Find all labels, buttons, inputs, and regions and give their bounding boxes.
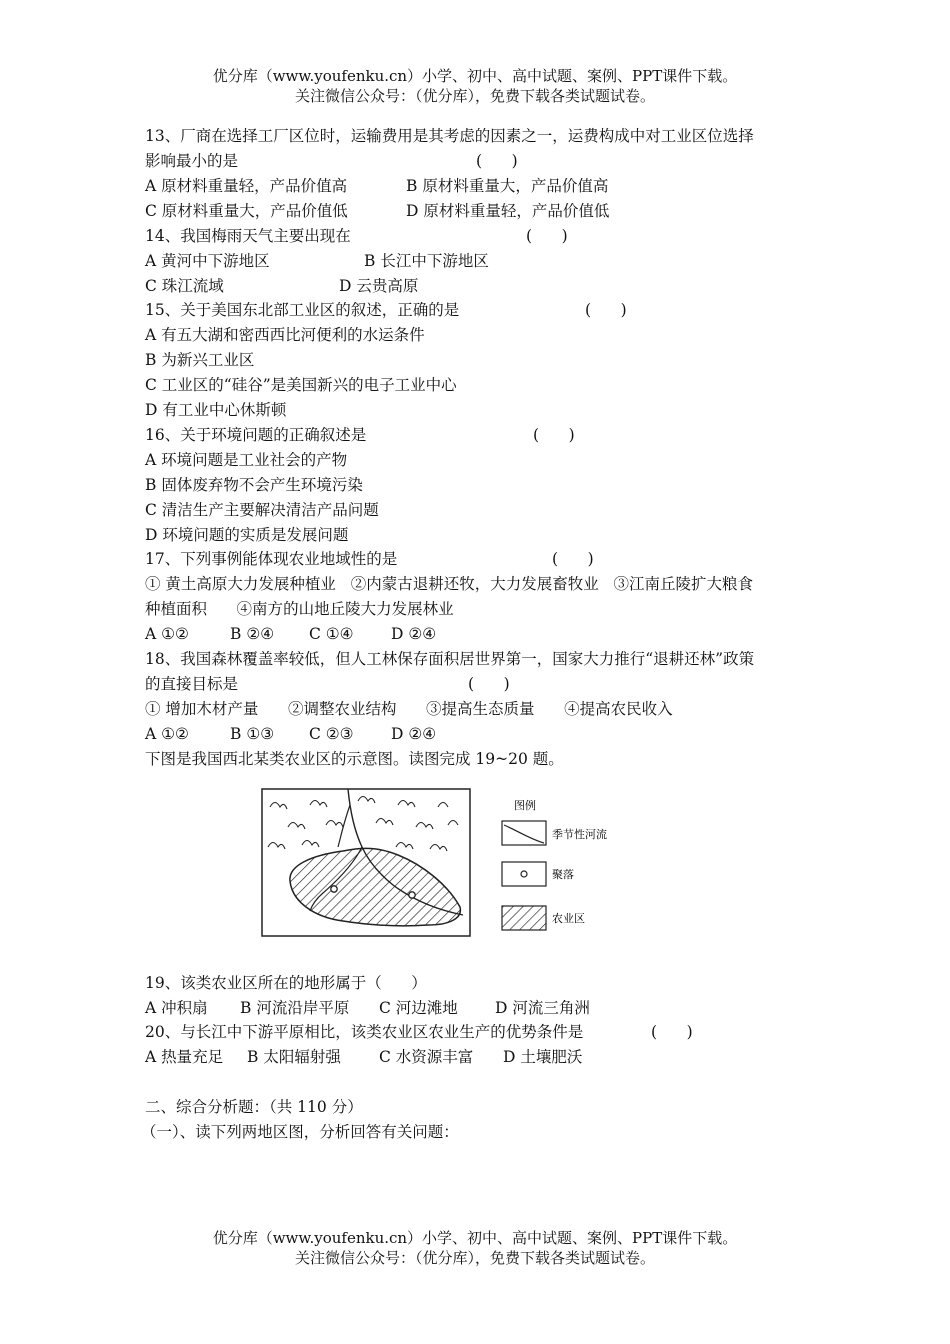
q18-stem-1: 18、我国森林覆盖率较低，但人工林保存面积居世界第一，国家大力推行“退耕还林”政策 (145, 650, 755, 668)
q14-answer-paren[interactable]: ( ) (526, 227, 568, 245)
figure-intro: 下图是我国西北某类农业区的示意图。读图完成 19~20 题。 (145, 750, 564, 768)
q17-option-d: D ②④ (391, 625, 437, 643)
q17-answer-paren[interactable]: ( ) (552, 550, 594, 568)
section2-subtitle: （一）、读下列两地区图，分析回答有关问题： (141, 1123, 459, 1141)
header-line-1: 优分库（www.youfenku.cn）小学、初中、高中试题、案例、PPT课件下载。 (212, 67, 738, 85)
mountain-symbols (268, 797, 458, 852)
q16-answer-paren[interactable]: ( ) (533, 426, 575, 444)
q13-stem-1: 13、厂商在选择工厂区位时，运输费用是其考虑的因素之一，运费构成中对工业区位选择 (145, 127, 754, 145)
settlement-1 (331, 886, 337, 892)
q15-option-c: C 工业区的“硅谷”是美国新兴的电子工业中心 (145, 376, 457, 394)
q15-option-a: A 有五大湖和密西西比河便利的水运条件 (145, 326, 425, 344)
q17-items-1: ① 黄土高原大力发展种植业 ②内蒙古退耕还牧，大力发展畜牧业 ③江南丘陵扩大粮食 (145, 575, 753, 593)
legend-settlement-label: 聚落 (552, 868, 574, 881)
legend-river-label: 季节性河流 (552, 828, 607, 841)
q15-answer-paren[interactable]: ( ) (585, 301, 627, 319)
q13-answer-paren[interactable]: ( ) (476, 152, 518, 170)
legend-farm-swatch (502, 906, 546, 930)
q16-option-c: C 清洁生产主要解决清洁产品问题 (145, 501, 379, 519)
q20-stem: 20、与长江中下游平原相比，该类农业区农业生产的优势条件是 (145, 1023, 584, 1041)
q18-answer-paren[interactable]: ( ) (468, 675, 510, 693)
agriculture-map-figure (258, 785, 607, 940)
section2-title: 二、综合分析题：（共 110 分） (145, 1098, 363, 1116)
q18-stem-2: 的直接目标是 (145, 675, 239, 693)
q16-stem: 16、关于环境问题的正确叙述是 (145, 426, 367, 444)
q16-option-a: A 环境问题是工业社会的产物 (145, 451, 348, 469)
q14-option-a: A 黄河中下游地区 (145, 252, 270, 270)
q18-option-b: B ①③ (230, 725, 275, 743)
q20-option-b: B 太阳辐射强 (247, 1048, 341, 1066)
header-line-2: 关注微信公众号：（优分库），免费下载各类试题试卷。 (294, 87, 655, 105)
footer-line-1: 优分库（www.youfenku.cn）小学、初中、高中试题、案例、PPT课件下载。 (212, 1229, 738, 1247)
legend-settlement-icon (521, 871, 527, 877)
q13-stem-2: 影响最小的是 (145, 152, 239, 170)
q19-stem: 19、该类农业区所在的地形属于（ ） (145, 974, 427, 992)
q18-option-c: C ②③ (309, 725, 354, 743)
q16-option-b: B 固体废弃物不会产生环境污染 (145, 476, 363, 494)
footer-line-2: 关注微信公众号：（优分库），免费下载各类试题试卷。 (294, 1249, 655, 1267)
q20-option-a: A 热量充足 (145, 1048, 224, 1066)
q17-option-a: A ①② (145, 625, 189, 643)
q19-option-b: B 河流沿岸平原 (240, 999, 350, 1017)
q17-option-c: C ①④ (309, 625, 354, 643)
q17-stem: 17、下列事例能体现农业地域性的是 (145, 550, 398, 568)
q20-answer-paren[interactable]: ( ) (651, 1023, 693, 1041)
river-tributary (338, 805, 350, 847)
q14-option-d: D 云贵高原 (339, 277, 419, 295)
legend-title: 图例 (514, 799, 536, 812)
agricultural-area (290, 848, 460, 925)
q18-items: ① 增加木材产量 ②调整农业结构 ③提高生态质量 ④提高农民收入 (145, 700, 673, 718)
q13-option-d: D 原材料重量轻，产品价值低 (406, 202, 610, 220)
q19-option-c: C 河边滩地 (379, 999, 458, 1017)
q14-option-b: B 长江中下游地区 (364, 252, 489, 270)
q16-option-d: D 环境问题的实质是发展问题 (145, 526, 349, 544)
q15-option-d: D 有工业中心休斯顿 (145, 401, 287, 419)
q20-option-c: C 水资源丰富 (379, 1048, 474, 1066)
q15-stem: 15、关于美国东北部工业区的叙述，正确的是 (145, 301, 460, 319)
q17-items-2: 种植面积 ④南方的山地丘陵大力发展林业 (145, 600, 454, 618)
q19-option-a: A 冲积扇 (145, 999, 208, 1017)
q13-option-a: A 原材料重量轻，产品价值高 (145, 177, 348, 195)
q15-option-b: B 为新兴工业区 (145, 351, 255, 369)
q20-option-d: D 土壤肥沃 (503, 1048, 583, 1066)
q18-option-d: D ②④ (391, 725, 437, 743)
q18-option-a: A ①② (145, 725, 189, 743)
q19-option-d: D 河流三角洲 (495, 999, 590, 1017)
q13-option-b: B 原材料重量大，产品价值高 (406, 177, 609, 195)
legend-farm-label: 农业区 (552, 912, 585, 925)
q14-option-c: C 珠江流域 (145, 277, 224, 295)
settlement-2 (409, 892, 415, 898)
q17-option-b: B ②④ (230, 625, 275, 643)
q13-option-c: C 原材料重量大，产品价值低 (145, 202, 348, 220)
q14-stem: 14、我国梅雨天气主要出现在 (145, 227, 351, 245)
